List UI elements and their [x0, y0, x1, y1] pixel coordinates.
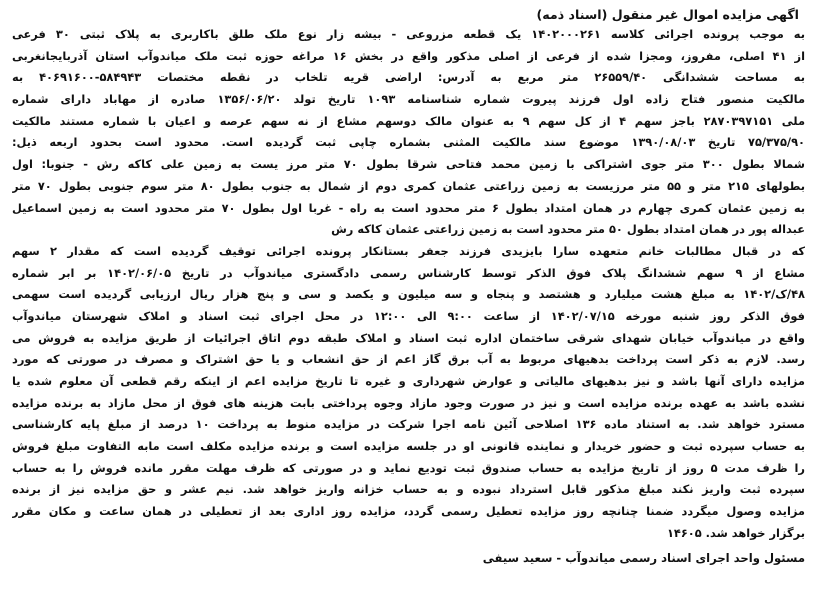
text-line: ۴۸/ک/۱۴۰۲ به مبلغ هشت میلیارد و هشتصد و پنجاه و سه میلیون و یکصد و سی و پنج هزار ریال ارزیابی گردیده است سهمی [12, 287, 805, 302]
notice-title: اگهی مزایده اموال غیر منقول (اسناد ذمه) [536, 7, 799, 22]
text-line: مشاع از ۹ سهم ششدانگ پلاک فوق الذکر توسط کارشناس رسمی دادگستری میاندوآب در تاریخ ۱۴۰۲/۰۶/۰۵ بر ابر شماره [12, 265, 805, 280]
text-line: مسترد خواهد شد. به استناد ماده ۱۳۶ اصلاحی آئین نامه اجرا شرکت در مزایده منوط به پرداخت ۱۰ درصد از مبلغ پایه کارشناسی [12, 417, 805, 432]
text-line: واقع در میاندوآب خیابان شهدای شرقی ساختمان اداره ثبت اسناد و املاک طبقه دوم اتاق اجرائیات از طریق مزایده به فروش می [12, 330, 805, 345]
text-line: به حساب سپرده ثبت و حضور خریدار و نماینده قانونی او در جلسه مزایده است و برنده مزایده مکلف است مابه التفاوت مبلغ فروش [12, 439, 805, 454]
text-line: نشده باشد به عهده برنده مزایده است و نیز در صورت وجود مازاد وجوه پرداختی بابت هزینه های فوق از محل مازاد به برنده مزایده [12, 395, 805, 410]
text-line: مزایده دارای آنها باشد و نیز بدهیهای مالیاتی و عوارض شهرداری و غیره تا تاریخ مزایده اعم از اینکه رقم قطعی آن معلوم شده یا [12, 374, 805, 388]
text-line: به مساحت ششدانگی ۲۶۵۵۹/۴۰ متر مربع به آدرس: اراضی قریه تلخاب در نقطه مختصات ۵۸۴۹۴۳-۴۰۶۹۱۶۰۰ به [12, 70, 805, 85]
paragraph-auction-terms [12, 241, 805, 545]
text-line: ۷۵/۳۷۵/۹۰ تاریخ ۱۳۹۰/۰۸/۰۳ موضوع سند مالکیت المثنی بشماره چاپی ثبت گردیده است. محدود است بحدود اربعه ذیل: [12, 135, 805, 150]
text-line: بطولهای ۲۱۵ متر و ۵۵ متر مرزیست به زمین زراعتی عثمان کمری دوم از شمال به جنوب بطول ۸۰ متر سوم جنوبی بطول ۷۰ متر [12, 178, 805, 193]
text-line: به موجب پرونده اجرائی کلاسه ۱۴۰۲۰۰۰۲۶۱ یک قطعه مزروعی - بیشه زار نوع ملک طلق باکاربری به پلاک ثبتی ۳۰ فرعی [12, 27, 805, 41]
text-line: مالکیت منصور فتاح زاده اول فرزند پیروت شماره شناسنامه ۱۰۹۳ تاریخ تولد ۱۳۵۶/۰۶/۲۰ صادره از مهاباد دارای شماره [12, 92, 805, 107]
text-line: رسد. لازم به ذکر است پرداخت بدهیهای مربوط به آب برق گاز اعم از حق انشعاب و یا حق اشتراک و مصرف در صورتی که مورد [12, 352, 805, 367]
signature-line: مسئول واحد اجرای اسناد رسمی میاندوآب - سعید سیفی [482, 550, 805, 565]
text-line: شمالا بطول ۳۰۰ متر جوی اشتراکی با زمین محمد فتاحی شرقا بطول ۷۰ متر مرز یست به زمین علی کاکه رش - جنوبا: اول [12, 157, 805, 172]
text-line: از ۴۱ اصلی، مفروز، ومجزا شده از فرعی از اصلی مذکور واقع در بخش ۱۶ مراغه حوزه ثبت ملک میاندوآب استان آذربایجانغربی [12, 48, 805, 63]
text-line: عبداله پور در همان امتداد بطول ۵۰ متر محدود است به زمین زراعتی عثمان کاکه رش [331, 222, 805, 237]
text-line: مزایده وصول میگردد ضمنا چنانچه روز مزایده تعطیل رسمی گردد، مزایده روز اداری بعد از تعطیلی در همان ساعت و مکان مقرر [12, 504, 805, 519]
text-line: برگزار خواهد شد. ۱۴۶۰۵ [666, 525, 805, 540]
paragraph-property-description [12, 24, 805, 154]
text-line: سپرده ثبت واریز نکند مبلغ مذکور قابل استرداد نبوده و به حساب خزانه واریز خواهد شد. نیم عشر و حق مزایده نیز از برنده [12, 482, 805, 497]
text-line: ملی ۲۸۷۰۳۹۷۱۵۱ باجز سهم ۴ از کل سهم ۹ به عنوان مالک دوسهم مشاع از نه سهم عرصه و اعیان با شماره مستند مالکیت [12, 113, 805, 128]
text-line: که در قبال مطالبات خانم متعهده سارا بایزیدی فرزند جعفر بستانکار پرونده اجرائی توقیف گردیده است که مقدار ۲ سهم [12, 243, 805, 258]
text-line: فوق الذکر روز شنبه مورخه ۱۴۰۲/۰۷/۱۵ از ساعت ۹:۰۰ الی ۱۲:۰۰ در محل اجرای ثبت اسناد و املاک شهرستان میاندوآب [12, 308, 805, 323]
paragraph-boundaries [12, 154, 805, 241]
text-line: را ظرف مدت ۵ روز از تاریخ مزایده به حساب صندوق ثبت تودیع نماید و در صورتی که ظرف مهلت مقرر مانده فروش را به حساب [12, 460, 805, 475]
text-line: به زمین عثمان کمری چهارم در همان امتداد بطول ۶ متر محدود است به راه - غربا اول بطول ۷۰ متر محدود است به زمین اسماعیل [12, 200, 805, 215]
